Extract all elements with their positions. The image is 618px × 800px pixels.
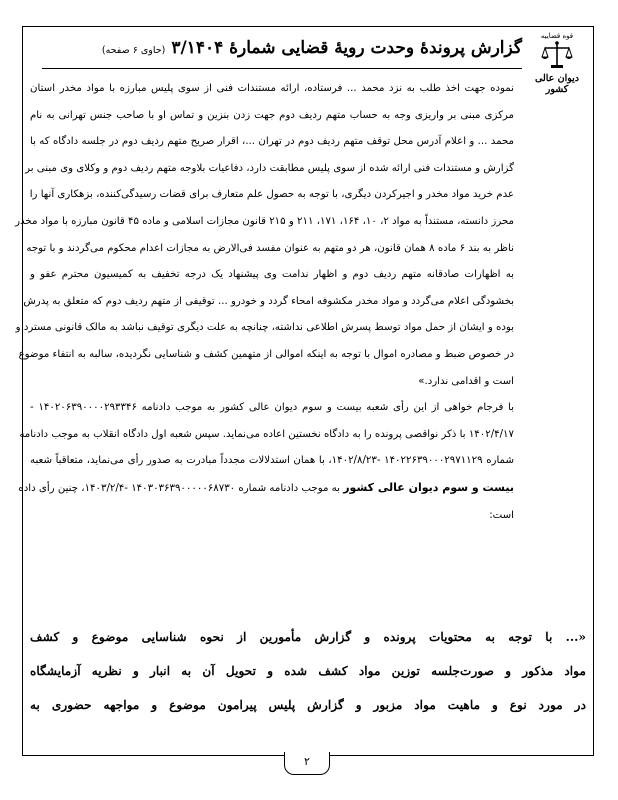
text-line: شماره ۱۴۰۲۲۶۳۹۰۰۰۲۹۷۱۱۲۹ -۱۴۰۲/۸/۲۳، با همان استدلالات مجدداً مبادرت به صدور رأی می‌نماید، متعاقباً شعبه bbox=[30, 455, 514, 467]
text-line: است: bbox=[489, 509, 514, 521]
text-line: محرز دانسته، مستنداً به مواد ۲، ۱۰، ۱۶۴، ۱۷۱، ۲۱۱ و ۲۱۵ قانون مجازات اسلامی و ماده ۴۵ قانون مبارزه با مواد مخدر bbox=[15, 215, 514, 227]
document-body bbox=[15, 76, 514, 529]
text-line: نموده جهت اخذ طلب به نزد محمد ... فرستاده، ارائه مستندات فنی از سوی پلیس مبارزه با مواد مخدر استان bbox=[30, 83, 514, 94]
text-line: به اظهارات صادقانه متهم ردیف دوم و اظهار ندامت وی پیشنهاد یک درجه تخفیف به کمیسیون محترم عفو و bbox=[30, 269, 514, 281]
title-underline bbox=[42, 68, 522, 69]
text-fragment: به موجب دادنامه شماره ۱۴۰۳۰۳۶۳۹۰۰۰۰۰۶۸۷۳۰ -۱۴۰۳/۲/۴، چنین رأی داده bbox=[18, 482, 344, 494]
court-branch-name: بیست و سوم دیوان عالی کشور bbox=[343, 480, 514, 494]
text-line: ۱۴۰۲/۴/۱۷ با ذکر نواقصی پرونده را به دادگاه نخستین اعاده می‌نماید. سپس شعبه اول دادگاه انقلاب به موجب دادنامه bbox=[19, 428, 514, 440]
text-line: در خصوص ضبط و مصادره اموال با توجه به اینکه اموالی از متهمین کشف و شناسایی نگردیده، سالبه به انتفاء موضوع bbox=[18, 348, 514, 360]
quoted-ruling bbox=[30, 620, 586, 722]
text-line: عدم خرید مواد مخدر و اجیرکردن دیگری، با توجه به حصول علم متعارف برای قضات رسیدگی‌کننده، بزهکاری آنها را bbox=[29, 189, 514, 201]
quote-line: در مورد نوع و ماهیت مواد مزبور و گزارش پلیس پیرامون موضوع و مواجهه حضوری به bbox=[30, 698, 586, 712]
paragraph-appeal-history bbox=[18, 395, 514, 529]
page-number: ۲ bbox=[284, 752, 330, 775]
text-line: ناظر به بند ۶ ماده ۸ همان قانون، هر دو متهم به عنوان مفسد فی‌الارض به مجازات اعدام محکوم می‌گردند و با توجه bbox=[26, 242, 514, 254]
text-line: بخشودگی اعلام می‌گردد و مواد مخدر مکشوفه امحاء گردد و خودرو ... توقیفی از متهم ردیف دوم که متعلق به پدرش bbox=[23, 295, 514, 307]
logo-caption-bottom: دیوان عالی کشور bbox=[534, 73, 580, 95]
text-line: مرکزی مبنی بر واریزی وجه به حساب متهم ردیف دوم جهت زدن بنزین و تماس او با صاحب جنس تهرانی به نام bbox=[30, 109, 514, 121]
text-line bbox=[18, 475, 514, 503]
title-row bbox=[42, 38, 522, 64]
text-line: است و اقدامی ندارد.» bbox=[418, 375, 514, 387]
text-line: گزارش و مستندات فنی ارائه شده از سوی پلیس مطابقت دارد، دفاعیات بلاوجه متهم ردیف دوم و وکلای وی مبنی بر bbox=[25, 162, 514, 174]
judiciary-logo bbox=[526, 34, 588, 96]
text-line: محمد ... و اعلام آدرس محل توقف متهم ردیف دوم در تهران ...، اقرار صریح متهم ردیف دوم در جلسه دادگاه که با bbox=[30, 136, 514, 148]
text-line: با فرجام خواهی از این رأی شعبه بیست و سوم دیوان عالی کشور به موجب دادنامه ۱۴۰۲۰۶۳۹۰۰۰۰۲۹۳۳۴۶ - bbox=[30, 402, 514, 414]
scales-of-justice-icon bbox=[540, 40, 574, 70]
quote-line: «... با توجه به محتویات پرونده و گزارش مأمورین از نحوه شناسایی موضوع و کشف bbox=[30, 630, 586, 644]
paragraph-verdict-summary bbox=[15, 76, 514, 395]
page-title: گزارش پروندهٔ وحدت رویهٔ قضایی شمارهٔ ۳/۱۴۰۴ bbox=[171, 38, 522, 58]
text-line: بوده و ایشان از حمل مواد توسط پسرش اطلاعی نداشته، چنانچه به علت دیگری توقیف نباشد به مالک قانونی مسترد و bbox=[15, 322, 514, 334]
quote-line: مواد مذکور و صورت‌جلسه توزین مواد کشف شده و تحویل آن به انبار و نظریه آزمایشگاه bbox=[30, 664, 586, 678]
logo-caption-top: قوه قضاییه bbox=[540, 32, 574, 40]
page-count-note: (حاوی ۶ صفحه) bbox=[101, 45, 166, 56]
